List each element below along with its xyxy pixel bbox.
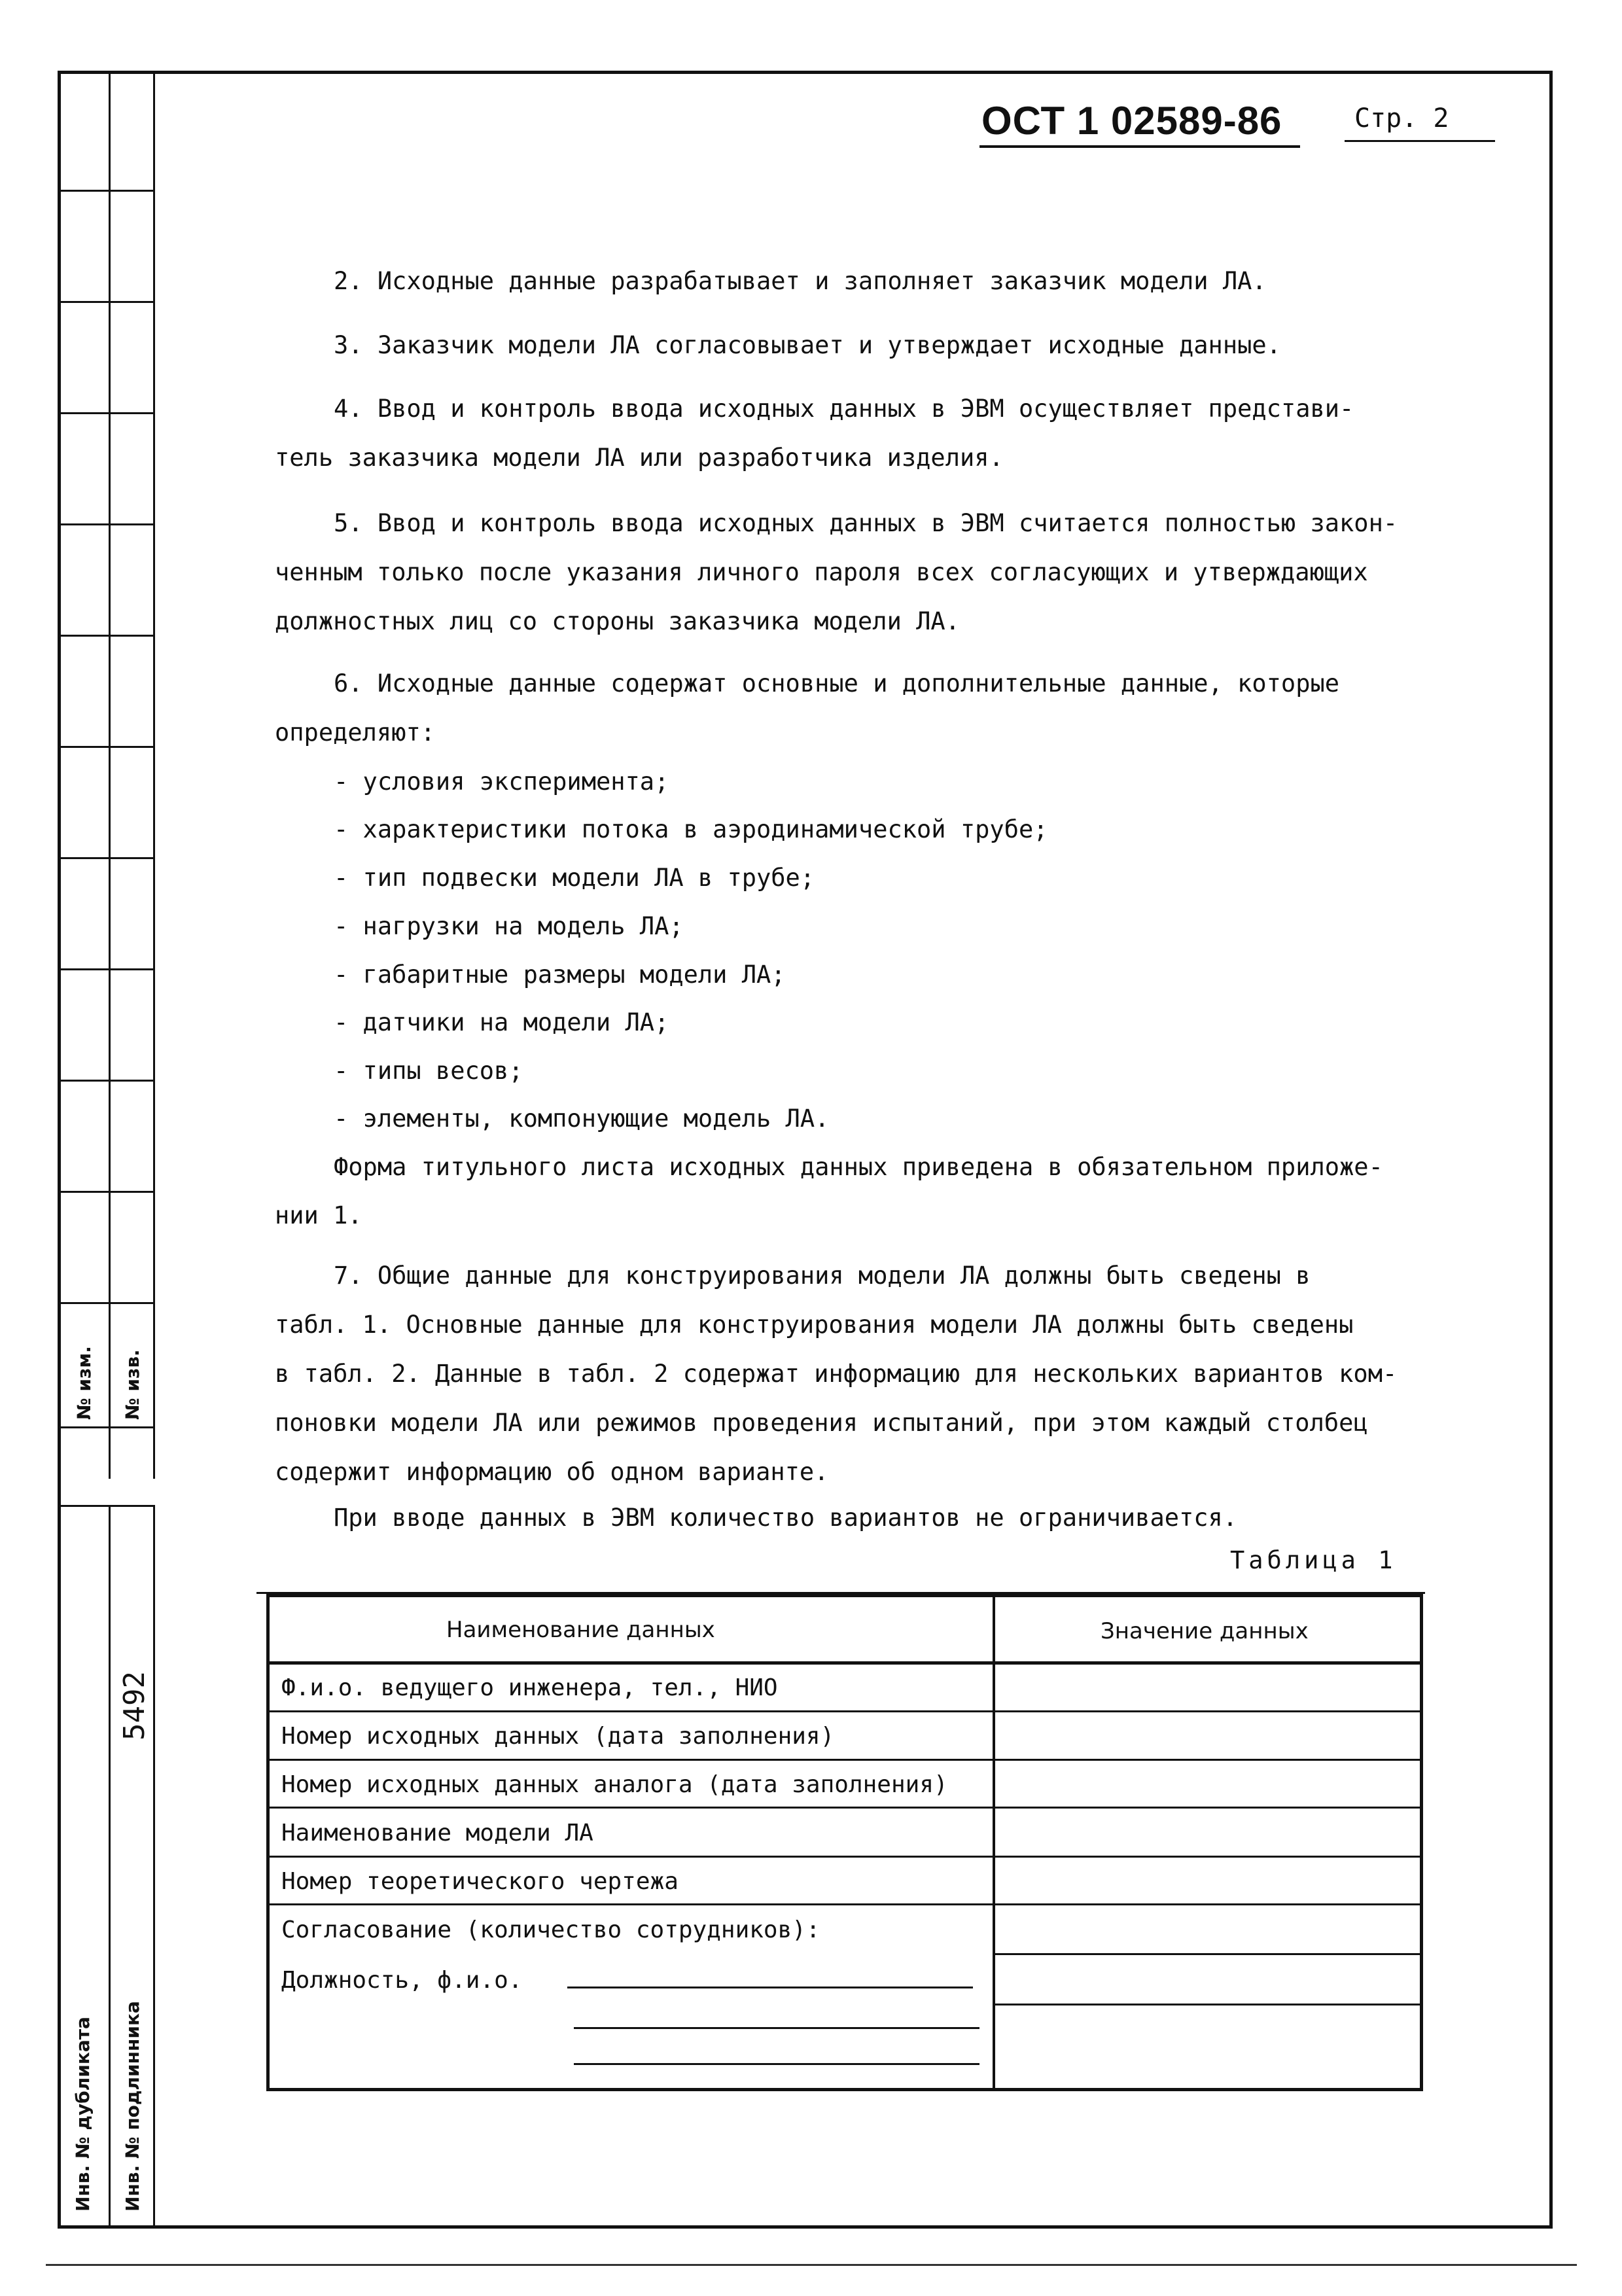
margin-divider [59,412,153,414]
table-header-name: Наименование данных [446,1617,715,1643]
paragraph-4-line-1: 4. Ввод и контроль ввода исходных данных в ЭВМ осуществляет представи- [334,395,1354,423]
margin-column-1 [59,72,111,1479]
margin-lower-top [59,1505,153,1507]
paragraph-3: 3. Заказчик модели ЛА согласовывает и утверждает исходные данные. [334,331,1281,359]
margin-divider [59,1426,153,1428]
signature-line [567,1987,973,1988]
table-row-label: Согласование (количество сотрудников): [281,1916,820,1943]
paragraph-5-line-2: ченным только после указания личного пароля всех согласующих и утверждающих [275,558,1368,586]
table-value-rule [993,2004,1421,2005]
table-row-label: Ф.и.о. ведущего инженера, тел., НИО [281,1674,778,1701]
paragraph-4-line-2: тель заказчика модели ЛА или разработчика изделия. [275,444,1004,472]
bottom-rule [46,2264,1577,2266]
list-item: - элементы, компонующие модель ЛА. [334,1104,830,1133]
paragraph-7-line-5: содержит информацию об одном варианте. [275,1458,829,1486]
margin-divider [59,635,153,637]
margin-divider [59,190,153,192]
list-item: - нагрузки на модель ЛА; [334,912,684,940]
paragraph-6-line-1: 6. Исходные данные содержат основные и дополнительные данные, которые [334,669,1340,698]
margin-divider [59,1191,153,1193]
table-caption: Таблица 1 [1230,1546,1397,1574]
paragraph-7-line-4: поновки модели ЛА или режимов проведения испытаний, при этом каждый столбец [275,1409,1368,1437]
paragraph-7-line-1: 7. Общие данные для конструирования модели ЛА должны быть сведены в [334,1262,1311,1290]
paragraph-8: При вводе данных в ЭВМ количество вариантов не ограничивается. [334,1504,1238,1532]
margin-inv-dublikata-label: Инв. № дубликата [72,2017,94,2212]
margin-divider [59,301,153,303]
form-note-line-2: нии 1. [275,1201,362,1229]
list-item: - габаритные размеры модели ЛА; [334,961,786,989]
table-column-divider [993,1597,995,2089]
table-row-rule [270,1856,1421,1858]
table-row-label: Номер исходных данных аналога (дата заполнения) [281,1771,948,1798]
margin-divider [59,968,153,970]
signature-line [574,2027,979,2029]
list-item: - типы весов; [334,1057,523,1085]
table-row-rule [270,1759,1421,1761]
margin-inv-podlinnika-label: Инв. № подлинника [122,2001,143,2212]
margin-divider [59,1080,153,1082]
table-row-label: Наименование модели ЛА [281,1820,593,1846]
data-table [266,1594,1423,2091]
list-item: - тип подвески модели ЛА в трубе; [334,864,815,892]
paragraph-7-line-3: в табл. 2. Данные в табл. 2 содержат информацию для нескольких вариантов ком- [275,1360,1398,1388]
margin-divider [59,746,153,748]
doc-code-underline [979,145,1300,148]
table-row-rule [270,1903,1421,1905]
signature-line [574,2063,979,2065]
margin-izv-label: № изв. [122,1349,143,1420]
paragraph-5-line-3: должностных лиц со стороны заказчика модели ЛА. [275,607,960,635]
page-number: Стр. 2 [1354,103,1449,133]
table-header-value: Значение данных [1101,1618,1309,1644]
paragraph-2: 2. Исходные данные разрабатывает и заполняет заказчик модели ЛА. [334,267,1267,295]
paragraph-7-line-2: табл. 1. Основные данные для конструирования модели ЛА должны быть сведены [275,1311,1354,1339]
paragraph-5-line-1: 5. Ввод и контроль ввода исходных данных в ЭВМ считается полностью закон- [334,509,1398,537]
position-label: Должность, ф.и.о. [281,1967,523,1994]
inv-number: 5492 [118,1671,151,1740]
list-item: - условия эксперимента; [334,768,669,796]
table-row-rule [270,1807,1421,1809]
page-number-underline [1345,140,1495,142]
margin-divider [59,857,153,859]
table-row-label: Номер теоретического чертежа [281,1868,679,1895]
table-header-rule [270,1661,1421,1665]
table-row-rule [270,1710,1421,1712]
margin-divider [59,1302,153,1304]
margin-divider [59,523,153,525]
paragraph-6-line-2: определяют: [275,718,436,747]
margin-column-2 [109,72,155,1479]
doc-code: ОСТ 1 02589-86 [981,99,1282,143]
table-value-rule [993,1953,1421,1955]
form-note-line-1: Форма титульного листа исходных данных приведена в обязательном приложе- [334,1153,1383,1181]
list-item: - датчики на модели ЛА; [334,1008,669,1036]
list-item: - характеристики потока в аэродинамической трубе; [334,815,1048,843]
margin-izm-label: № изм. [73,1346,95,1420]
table-row-label: Номер исходных данных (дата заполнения) [281,1723,835,1750]
